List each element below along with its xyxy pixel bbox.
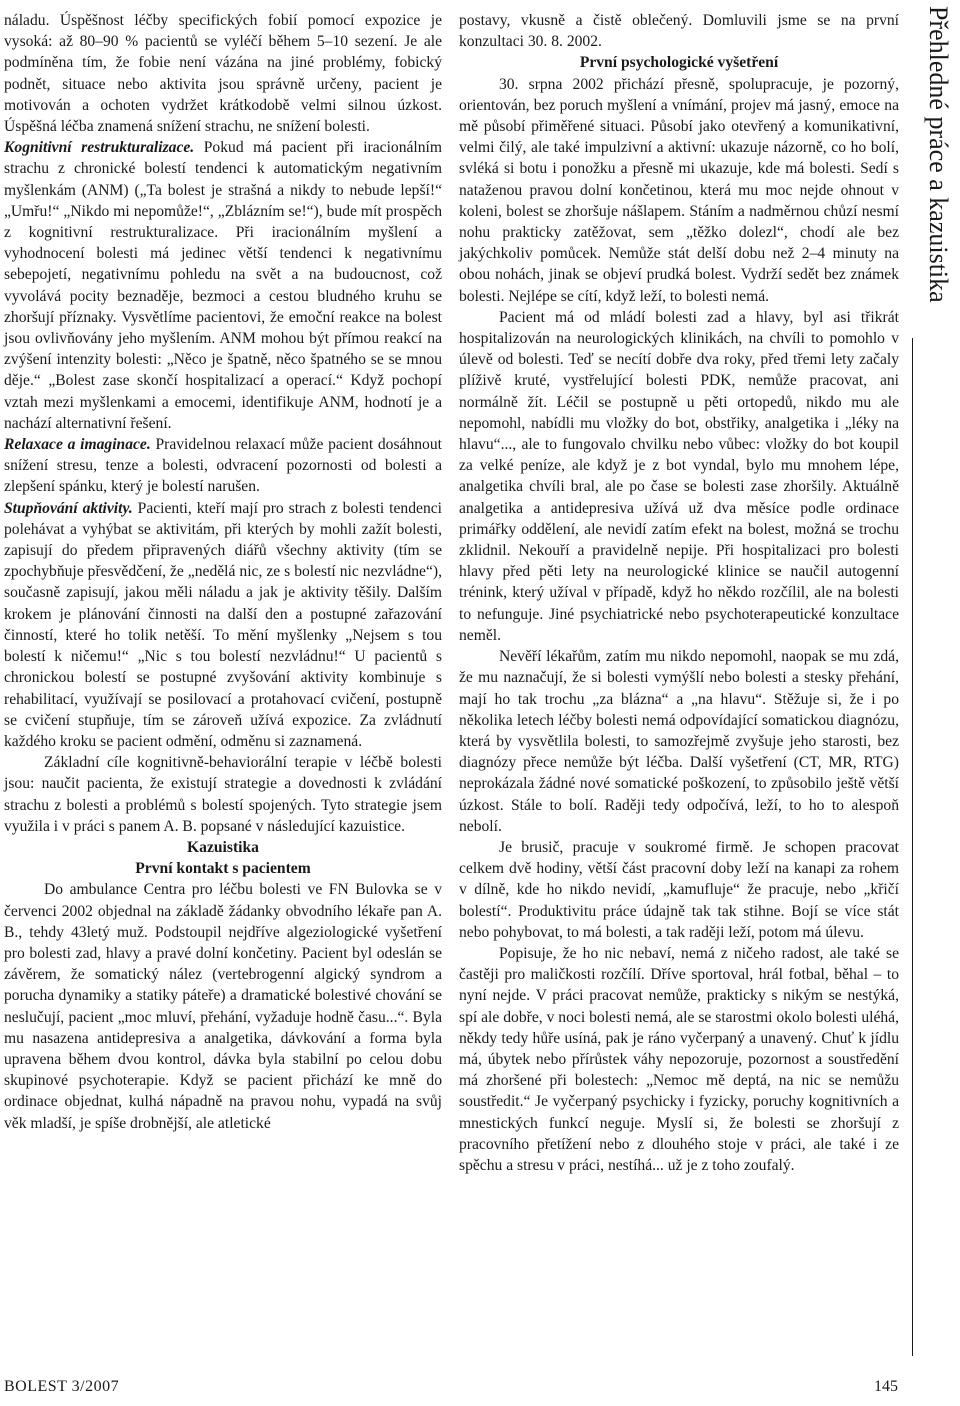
subsection-heading: První psychologické vyšetření bbox=[579, 54, 779, 72]
paragraph: Pacient má od mládí bolesti zad a hlavy, byl asi třikrát hospitalizován na neurologických klinikách, na chvíli to pomohlo v úlevě od bolesti. Teď se necítí dobře dva roky, před třemi lety začaly plíživě kruté, vystřelující bolesti PDK, nemůže pracovat, ani normálně žít. Léčil se postupně u pěti ortopedů, nikdo mu ale nepomohl, nabídli mu vložky do bot, obstřiky, analgetika i „léky na hlavu“..., ale to fungovalo chvilku nebo vůbec: vložky do bot koupil za velké peníze, ale když je z bot vyndal, bylo mu mnohem lépe, analgetika chvíli bral, ale po čase se bolesti zase zhoršily. Aktuálně analgetika a antidepresiva užívá už dva měsíce podle ordinace primářky oddělení, ale nevidí zatím efekt na bolest, možná se trochu zklidnil. Nekouří a pravidelně nepije. Při hospitalizaci pro bolesti hlavy před pěti lety na neurologické klinice se naučil autogenní trénink, který užíval v případě, když ho někdo rozčílil, ale na bolesti to nefunguje. Jiné psychiatrické nebo psychoterapeutické konzultace neměl. bbox=[459, 308, 899, 644]
section-lead: Relaxace a imaginace. bbox=[4, 436, 151, 454]
paragraph: Je brusič, pracuje v soukromé firmě. Je schopen pracovat celkem dvě hodiny, větší část pracovní doby leží na kanapi za rohem v dílně, kde ho nikdo nevidí, „kamufluje“ že pracuje, nebo „křičí bolestí“. Produktivitu práce údajně tak tak stihne. Bojí se více stát nebo pohybovat, to má bolesti, a tak raději leží, potom má úlevu. bbox=[459, 838, 899, 941]
paragraph-relaxation bbox=[4, 434, 442, 498]
paragraph: Popisuje, že ho nic nebaví, nemá z ničeho radost, ale také se častěji pro maličkosti rozčílí. Dříve sportoval, hrál fotbal, běhal – to nyní nejde. V práci pracovat nemůže, prakticky s nikým se nestýká, spí ale dobře, v noci bolesti nemá, ale se starostmi okolo bolesti uléhá, někdy tedy hůře usíná, pak je ráno vyčerpaný a unavený. Chuť k jídlu má, úbytek nebo přírůstek váhy nepozoruje, pozornost a soustředění má zhoršené při bolestech: „Nemoc mě deptá, na nic se nemůžu soustředit.“ Je vyčerpaný psychicky i fyzicky, poruchy kognitivních a mnestických funkcí neguje. Myslí si, že bolesti se zhoršují z pracovního přetížení nebo z dlouhého stoje v práci, ale také i ze spěchu a stresu v práci, nestíhá... už je z toho zoufalý. bbox=[459, 944, 899, 1174]
section-lead: Kognitivní restrukturalizace. bbox=[4, 139, 195, 157]
section-lead: Stupňování aktivity. bbox=[4, 499, 133, 517]
right-column bbox=[459, 10, 899, 1176]
subsection-heading: První kontakt s pacientem bbox=[135, 860, 311, 878]
paragraph: 30. srpna 2002 přichází přesně, spolupracuje, je pozorný, orientován, bez poruch myšlení a vnímání, projev má jasný, emoce na mě působí přiměřené situaci. Působí jako otevřený a komunikativní, velmi čilý, ale také impulzivní a aktivní: ukazuje názorně, co ho bolí, svléká si botu i ponožku a přesně mi ukazuje, kde má bolesti. Sedí s nataženou pravou dolní končetinou, která mu moc nejde ohnout v koleni, bolest se zhoršuje nášlapem. Stáním a nadměrnou chůzí nesmí nohu prakticky zatěžovat, sem „těžko dolezl“, chodí ale bez jakýchkoliv pomůcek. Nemůže stát delší dobu než 2–4 minuty na obou nohách, jinak se objeví prudká bolest. Vydrží sedět bez známek bolesti. Nejlépe se cítí, když leží, to bolesti nemá. bbox=[459, 75, 899, 305]
section-text: Pravidelnou relaxací může pacient dosáhnout snížení stresu, tenze a bolesti, odvracení pozornosti od bolesti a zlepšení spánku, který je bolestí narušen. bbox=[4, 436, 442, 496]
journal-name: BOLEST 3/2007 bbox=[4, 1378, 120, 1395]
side-title-text: Přehledné práce a kazuistika bbox=[924, 6, 953, 303]
paragraph: Základní cíle kognitivně-behaviorální terapie v léčbě bolesti jsou: naučit pacienta, že existují strategie a dovednosti k zvládání strachu z bolesti a problémů s bolestí spojených. Tyto strategie jsem využila i v práci s panem A. B. popsané v následující kazuistice. bbox=[4, 754, 442, 835]
section-heading: Kazuistika bbox=[187, 838, 259, 856]
paragraph: Do ambulance Centra pro léčbu bolesti ve FN Bulovka se v červenci 2002 objednal na základě žádanky obvodního lékaře pan A. B., tehdy 43letý muž. Podstoupil nejdříve algeziologické vyšetření pro bolesti zad, hlavy a pravé dolní končetiny. Pacient byl odeslán se závěrem, že somatický nález (vertebrogenní algický syndrom a porucha dynamiky a statiky páteře) a dramatické bolestivé chování se neslučují, pacient „moc mluví, přehání, vyžaduje hodně času...“. Byla mu nasazena antidepresiva a analgetika, dávkování a forma byla upravena během dvou kontrol, dávka byla stabilní po celou dobu skupinové psychoterapie. Když se pacient přichází ke mně do ordinace objednat, kulhá nápadně na pravou nohu, vypadá na svůj věk mladší, je spíše drobnější, ale atletické bbox=[4, 881, 442, 1132]
paragraph: náladu. Úspěšnost léčby specifických fobií pomocí expozice je vysoká: až 80–90 % pacientů se vyléčí během 5–10 sezení. Je ale podmíněna tím, že fobie není vázána na jiné problémy, fobický podnět, situace nebo aktivita jsou správně určeny, pacient je motivován a ochoten vydržet krátkodobě velmi silnou úzkost. Úspěšná léčba znamená snížení strachu, ne snížení bolesti. bbox=[4, 12, 442, 136]
left-column bbox=[4, 10, 442, 1134]
side-section-title bbox=[916, 6, 960, 1352]
page-number: 145 bbox=[874, 1378, 898, 1395]
paragraph-cognitive-restructuring bbox=[4, 137, 442, 434]
paragraph: Nevěří lékařům, zatím mu nikdo nepomohl, naopak se mu zdá, že mu naznačují, že si bolesti vymýšlí nebo bolesti a stesky přehání, mají ho tak trochu „za blázna“ a „na hlavu“. Stěžuje si, že i po několika letech léčby bolesti nemá odpovídající somatickou diagnózu, která by vysvětlila bolesti, to samozřejmě zvyšuje jeho starosti, bez diagnózy přece nemůže být léčba. Další vyšetření (CT, MR, RTG) neprokázala žádné nové somatické poškození, to způsobilo ještě větší úzkost. Stále to bolí. Raději tedy odpočívá, leží, to ho to alespoň nebolí. bbox=[459, 648, 899, 835]
section-text: Pokud má pacient při iracionálním strachu z chronické bolestí tendenci k automatickým negativním myšlenkám (ANM) („Ta bolest je strašná a nikdy to nebude lepší!“ „Umřu!“ „Nikdo mi nepomůže!“, „Zblázním se!“), bude mít prospěch z kognitivní restrukturalizace. Při iracionálním myšlení a vyhodnocení bolesti má jedinec větší tendenci k negativnímu sebepojetí, negativnímu pohledu na svět a na budoucnost, což vyvolává pocity beznaděje, bezmoci a cestou bludného kruhu se zhoršují příznaky. Vysvětlíme pacientovi, že emoční reakce na bolest jsou ovlivňovány jeho myšlením. ANM mohou být přímou reakcí na zvýšení intenzity bolesti: „Něco je špatně, něco špatného se se mnou děje.“ „Bolest zase skončí hospitalizací a operací.“ Když pochopí vztah mezi myšlenkami a emocemi, identifikuje ANM, hodnotí je a nachází alternativní řešení. bbox=[4, 139, 443, 432]
section-text: Pacienti, kteří mají pro strach z bolesti tendenci polehávat a vyhýbat se aktivitám, při kterých by mohli zažít bolesti, zapisují do předem připravených diářů všechny aktivity (tím se zpochybňuje přesvědčení, že „nedělá nic, ze s bolestí nic nezvládne“), současně zapisují, jakou měli náladu a jak je aktivity těšily. Dalším krokem je plánování činnosti na další den a postupné zařazování činností, které ho tolik netěší. To mění myšlenky „Nejsem s tou bolestí k ničemu!“ „Nic s tou bolestí nezvládnu!“ U pacientů s chronickou bolestí se postupné zvyšování aktivity kombinuje s rehabilitací, využívají se posilovací a protahovací cvičení, postupně se cvičení stupňuje, tím se zároveň užívá expozice. Za zvládnutí každého kroku se pacient odmění, odměnu si zaznamená. bbox=[4, 499, 442, 750]
paragraph-activity bbox=[4, 498, 442, 752]
paragraph: postavy, vkusně a čistě oblečený. Domluvili jsme se na první konzultaci 30. 8. 2002. bbox=[459, 12, 899, 51]
side-rule bbox=[912, 338, 913, 1356]
